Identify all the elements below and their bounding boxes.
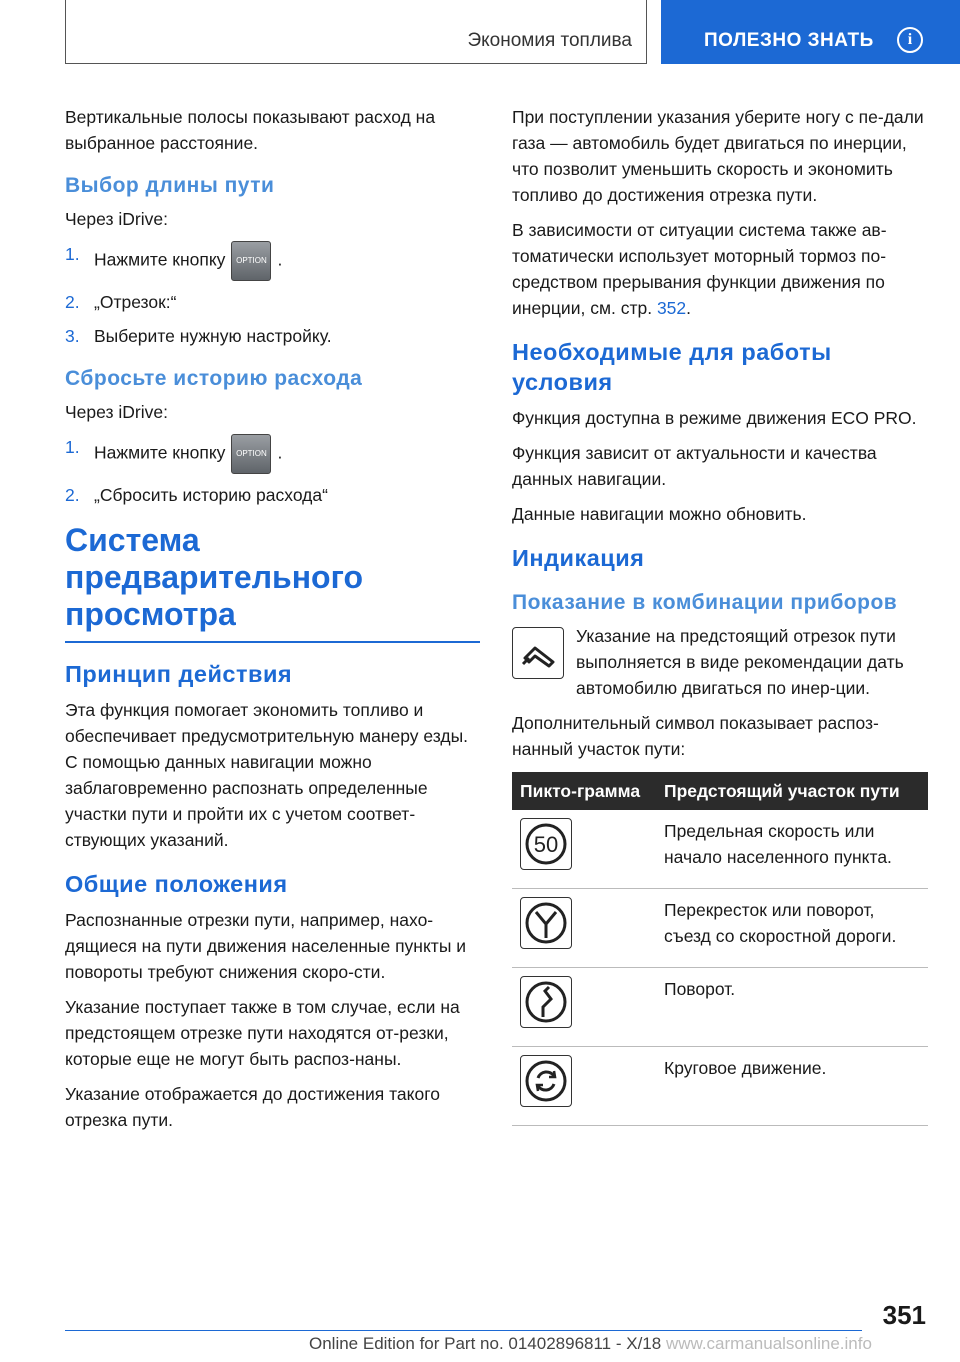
heading-reset-history: Сбросьте историю расхода [65, 367, 363, 390]
right-column [512, 104, 932, 1126]
junction-icon [520, 897, 572, 949]
paragraph: Через iDrive: [65, 209, 168, 229]
heading-requirements: Необходимые для работы условия [512, 339, 832, 395]
paragraph: Функция зависит от актуальности и качества данных навигации. [512, 443, 877, 489]
paragraph-text: Указание на предстоящий отрезок пути выполняется в виде рекомендации дать автомобилю двигаться по инер-ции. [576, 626, 904, 698]
steps-list [65, 434, 480, 508]
heading-indication: Индикация [512, 545, 645, 571]
column-header: Пикто-грамма [512, 772, 656, 810]
option-button-icon: OPTION [231, 434, 271, 474]
left-column [65, 104, 480, 1142]
step-text: Нажмите кнопку [94, 442, 226, 463]
heading-preview-system: Система предварительного просмотра [65, 522, 480, 643]
heading-route-length: Выбор длины пути [65, 174, 275, 197]
paragraph [512, 623, 932, 701]
paragraph-text: . [686, 298, 692, 318]
page-link[interactable]: 352 [656, 298, 687, 318]
heading-general: Общие положения [65, 871, 288, 897]
paragraph: Дополнительный символ показывает распоз-нанный участок пути: [512, 713, 879, 759]
step-number: 1. [65, 437, 80, 457]
paragraph: Вертикальные полосы показывают расход на выбранное расстояние. [65, 107, 436, 153]
chapter-tab[interactable] [661, 0, 960, 64]
info-icon: i [897, 27, 923, 53]
list-item [65, 323, 480, 349]
paragraph: Указание поступает также в том случае, если на предстоящем отрезке пути находятся от-резки, которые еще не могут быть распоз-наны. [65, 997, 460, 1069]
speed-limit-text: 50 [533, 832, 559, 857]
steps-list [65, 241, 480, 349]
watermark: www.carmanualsonline.info [665, 1334, 872, 1353]
coasting-foot-icon [512, 627, 564, 679]
table-row [512, 1047, 928, 1126]
table-cell: Поворот. [656, 968, 928, 1047]
step-number: 1. [65, 244, 80, 264]
paragraph: Указание отображается до достижения такого отрезка пути. [65, 1084, 440, 1130]
column-header: Предстоящий участок пути [656, 772, 928, 810]
roundabout-icon [520, 1055, 572, 1107]
paragraph: При поступлении указания уберите ногу с пе-дали газа — автомобиль будет двигаться по инерции, что позволит уменьшить скорость и экономить топливо до достижения отрезка пути. [512, 107, 924, 205]
option-button-icon: OPTION [231, 241, 271, 281]
chapter-tab-label: ПОЛЕЗНО ЗНАТЬ [704, 30, 874, 51]
step-number: 2. [65, 292, 80, 312]
page-number: 351 [882, 1300, 926, 1330]
table-row [512, 968, 928, 1047]
step-text: „Отрезок:“ [94, 292, 177, 312]
footer-divider [65, 1330, 862, 1331]
paragraph-text: В зависимости от ситуации система также ав-томатически использует моторный тормоз по-средством прерывания функции движения по инерции, см. стр. [512, 220, 887, 318]
paragraph: Эта функция помогает экономить топливо и обеспечивает предусмотрительную манеру езды. С помощью данных навигации можно заблаговременно распознать определенные участки пути и пройти их с учетом соответ-ствующих указаний. [65, 700, 469, 850]
edition-text: Online Edition for Part no. 01402896811 - X/18 [309, 1334, 662, 1353]
speed-limit-50-icon [520, 818, 572, 870]
table-row [512, 810, 928, 889]
paragraph [512, 217, 932, 321]
heading-principle: Принцип действия [65, 661, 293, 687]
section-header [65, 0, 647, 64]
table-cell: Круговое движение. [656, 1047, 928, 1126]
paragraph: Данные навигации можно обновить. [512, 504, 807, 524]
list-item [65, 482, 480, 508]
curve-icon [520, 976, 572, 1028]
step-number: 2. [65, 485, 80, 505]
pictogram-table [512, 772, 928, 1126]
paragraph: Распознанные отрезки пути, например, нахо-дящиеся на пути движения населенные пункты и повороты требуют снижения скоро-сти. [65, 910, 467, 982]
footer [309, 1334, 872, 1354]
heading-instrument-cluster: Показание в комбинации приборов [512, 591, 898, 614]
paragraph: Функция доступна в режиме движения ECO PRO. [512, 408, 917, 428]
step-text: Нажмите кнопку [94, 249, 226, 270]
table-header [512, 772, 928, 810]
list-item [65, 434, 480, 474]
section-title: Экономия топлива [467, 30, 632, 51]
table-cell: Предельная скорость или начало населенного пункта. [656, 810, 928, 889]
paragraph: Через iDrive: [65, 402, 168, 422]
step-punct: . [277, 249, 283, 270]
table-row [512, 889, 928, 968]
table-cell: Перекресток или поворот, съезд со скоростной дороги. [656, 889, 928, 968]
step-text: Выберите нужную настройку. [94, 326, 332, 346]
step-number: 3. [65, 326, 80, 346]
list-item [65, 241, 480, 281]
step-punct: . [277, 442, 283, 463]
step-text: „Сбросить историю расхода“ [94, 485, 328, 505]
list-item [65, 289, 480, 315]
